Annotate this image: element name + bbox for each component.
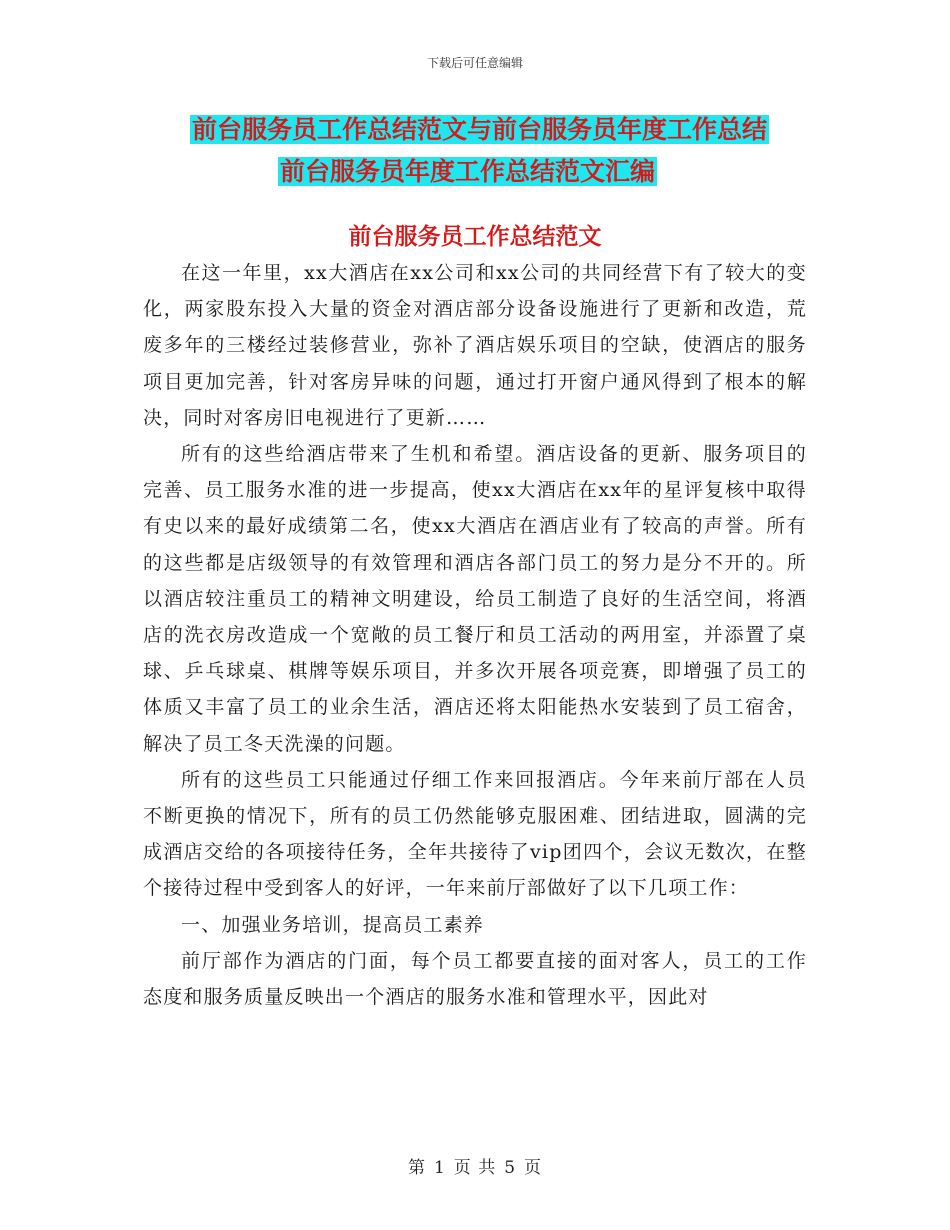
document-title	[190, 110, 810, 192]
paragraph-heading: 一、加强业务培训，提高员工素养	[181, 913, 485, 936]
paragraph: 在这一年里，xx大酒店在xx公司和xx公司的共同经营下有了较大的变化，两家股东投入大量的资金对酒店部分设备设施进行了更新和改造，荒废多年的三楼经过装修营业，弥补了酒店娱乐项目的空缺，使酒店的服务项目更加完善，针对客房异味的问题，通过打开窗户通风得到了根本的解决，同时对客房旧电视进行了更新……	[143, 262, 807, 429]
footer-page-number: 1	[433, 1158, 446, 1178]
paragraph: 所有的这些员工只能通过仔细工作来回报酒店。今年来前厅部在人员不断更换的情况下，所有的员工仍然能够克服困难、团结进取，圆满的完成酒店交给的各项接待任务，全年共接待了vip团四个，会议无数次，在整个接待过程中受到客人的好评，一年来前厅部做好了以下几项工作：	[143, 768, 807, 900]
page-header-note: 下载后可任意编辑	[426, 56, 523, 70]
body-text	[143, 255, 807, 1015]
footer-mid: 页 共	[453, 1158, 497, 1178]
footer-prefix: 第	[407, 1158, 426, 1178]
paragraph: 所有的这些给酒店带来了生机和希望。酒店设备的更新、服务项目的完善、员工服务水准的进一步提高，使xx大酒店在xx年的星评复核中取得有史以来的最好成绩第二名，使xx大酒店在酒店业有了较高的声誉。所有的这些都是店级领导的有效管理和酒店各部门员工的努力是分不开的。所以酒店较注重员工的精神文明建设，给员工制造了良好的生活空间，将酒店的洗衣房改造成一个宽敞的员工餐厅和员工活动的两用室，并添置了桌球、乒乓球桌、棋牌等娱乐项目，并多次开展各项竞赛，即增强了员工的体质又丰富了员工的业余生活，酒店还将太阳能热水安装到了员工宿舍，解决了员工冬天洗澡的问题。	[143, 443, 807, 755]
footer-total-pages: 5	[504, 1158, 517, 1178]
footer-suffix: 页	[524, 1158, 543, 1178]
section-title: 前台服务员工作总结范文	[348, 223, 602, 250]
paragraph: 前厅部作为酒店的门面，每个员工都要直接的面对客人，员工的工作态度和服务质量反映出一个酒店的服务水准和管理水平，因此对	[143, 949, 807, 1009]
title-line-2: 前台服务员年度工作总结范文汇编	[280, 157, 656, 186]
page-footer	[0, 1153, 950, 1178]
title-line-1: 前台服务员工作总结范文与前台服务员年度工作总结	[192, 115, 768, 144]
